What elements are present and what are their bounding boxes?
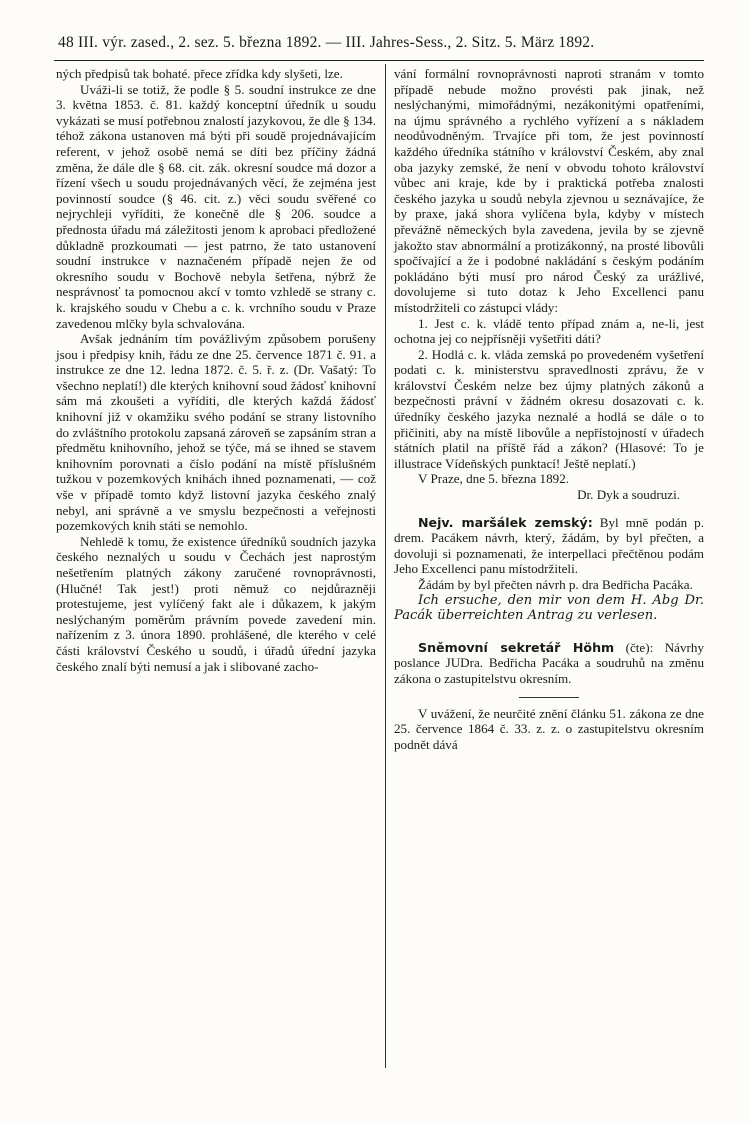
speaker-text: Byl mně podán p. drem. Pacákem návrh, který, žádám, by byl přečten, a dovoluji si poznamenati, že interpellaci přečtěnou podám Jeho Excellenci panu místodržiteli. — [394, 514, 704, 577]
paragraph: Avšak jednáním tím povážlivým způsobem porušeny jsou i předpisy knih, řádu ze dne 25. července 1871 č. 91. a instrukce ze dne 12. ledna 1872. č. 5. ř. z. (Dr. Vašatý: To všechno neplatí!) dle kterých knihovní soud žádosť knihovní sám má zkoušeti a vyříditi, dle kterých každá žádosť knihovní již v okamžiku svého podání se strany listovního do zvláštního protokolu zapsaná zároveň se zapsáním stran a předmětu knihovního, jehož se týče, má se ihned se stavem knihovním porovnati a číslo podání na místě příslušném tužkou v pozemkových knihách ihned poznamenati, — což vše v případě tomto když listovní jazyka českého znalý nebyl, ani správně a ve smyslu bezpečnosti a veřejnosti pozemkových knih státi se nemohlo. — [56, 331, 376, 534]
speaker-name: Sněmovní sekretář Höhm — [418, 639, 615, 655]
paragraph: Nehledě k tomu, že existence úředníků soudních jazyka českého neznalých u soudu v Čechách jest naprostým nešetřením platných zákony zaručené rovnoprávnosti, (Hlučné! Tak jest!) proti němuž co nejdůrazněji protestujeme, jest vylíčený fakt ale i důkazem, k jakým neslýchaným poměrům právním povede zavedení min. nařízením z 3. února 1890. prohlášené, dle kterého v celé části království Českého u soudů, i úřadů úřední jazyka českého znalí býti nemusí a jak i slibované zacho- — [56, 533, 376, 674]
request-german: Ich ersuche, den mir von dem H. Abg Dr. Pacák überreichten Antrag zu verlesen. — [394, 592, 704, 624]
question-2: 2. Hodlá c. k. vláda zemská po provedeném vyšetření podati c. k. ministerstvu spravedlnosti zprávu, že v království Českém nelze bez újmy platných zákonů a bezpečnosti právní v žádném okresu dosazovati c. k. úředníky českého jazyka neznalé a hodlá se dále o to přičiniti, aby na místě libovůle a nepřístojností v úřadech státních platil na příště řád a zákon? (Hlasové: To je illustrace Vídeňských punktací! Ještě neplatí.) — [394, 346, 704, 471]
paragraph: Uváži-li se totiž, že podle § 5. soudní instrukce ze dne 3. května 1853. č. 81. každý konceptní úředník u soudu vykázati se musí potřebnou znalostí jazykovou, že dle § 134. téhož zákona ustanoven má býti při soudě projednávajícím referent, v jehož osobě nemá se díti bez příčiny žádná změna, že dále dle § 68. cit. zák. okresní soudce má dozor a řízení všech u soudu projednávaných věcí, že zejména jest povinností soudce (§ 46. cit. z.) věci soudu svěřené co nejrychleji vyříditi, že konečně dle § 206. soudce a přednosta úřadu má záležitosti jenom k aprobaci předložené důkladně prozkoumati — jest patrno, že tato ustanovení soudní instrukce v naznačeném případě nejen že od okresního soudu v Bochově nebyla šetřena, nýbrž že nesprávnosť ta pomocnou akcí v tomto vzhledě se strany c. k. krajského soudu v Chebu a c. k. vrchního soudu v Praze zavedenou mlčky byla schvalována. — [56, 81, 376, 331]
speaker-note: (čte): — [625, 639, 654, 655]
speaker-paragraph — [394, 640, 704, 687]
paragraph: V uvážení, že neurčité znění článku 51. zákona ze dne 25. července 1864 č. 33. z. z. o zastupitelstvu okresním podnět dává — [394, 705, 704, 752]
header-rule — [54, 60, 704, 61]
signature: Dr. Dyk a soudruzi. — [577, 487, 680, 503]
paragraph: ných předpisů tak bohaté. přece zřídka kdy slyšeti, lze. — [56, 66, 343, 81]
question-1: 1. Jest c. k. vládě tento případ znám a, ne-li, jest ochotna jej co nejpřísněji vyšetřiti dáti? — [394, 315, 704, 347]
page-header: 48 III. výr. zased., 2. sez. 5. března 1892. — III. Jahres-Sess., 2. Sitz. 5. März 1892. — [58, 34, 595, 51]
place-date: V Praze, dne 5. března 1892. — [418, 471, 570, 487]
speaker-name: Nejv. maršálek zemský: — [418, 514, 593, 530]
speaker-paragraph — [394, 515, 704, 577]
paragraph: vání formální rovnoprávnosti naproti stranám v tomto případě nebude možno provésti pak jinak, než neslýchanými, mimořádnými, nezákonitými opatřeními, na újmu správného a rychlého vyřízení a s nákladem neodůvodněným. Trvajíce při tom, že jest povinností každého úředníka státního v království Českém, aby znal oba jazyky zemské, že není v obvodu tohoto království vůbec ani kraje, kde by i praktická potřeba znalosti českého jazyka u soudů nebyla zjevnou u seznávajíce, že by praxe, jaká shora vylíčena byla, kdyby v místech převážně německých byla zavedena, jevila by se zjevně jakožto stav abnormální a protizákonný, na prosté libovůli spočívající a že i podobné nakládání s českým podáním pokládáno býti musí pro národ Český za urážlivé, dovolujeme si tuto dotaz k Jeho Excellenci panu místodržiteli co zástupci vlády: — [394, 66, 704, 315]
column-divider — [385, 64, 386, 1068]
right-column — [394, 66, 704, 752]
section-rule — [519, 697, 579, 698]
speaker-text: Návrhy poslance JUDra. Bedřicha Pacáka a soudruhů na změnu zákona o zastupitelstvu okresním. — [394, 639, 704, 686]
left-column — [56, 66, 376, 674]
request-czech: Žádám by byl přečten návrh p. dra Bedřicha Pacáka. — [418, 577, 693, 592]
